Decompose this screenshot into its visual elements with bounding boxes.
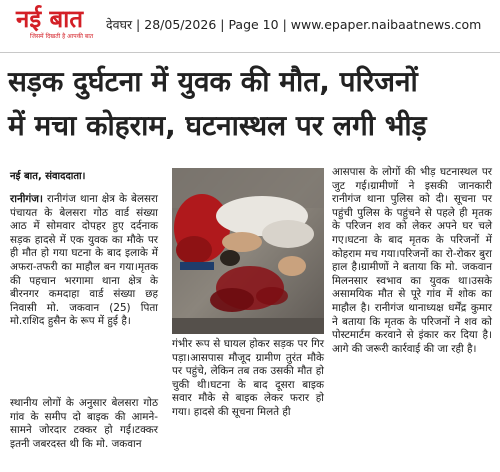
edition-meta: देवघर | 28/05/2026 | Page 10 | www.epaper.naibaatnews.com: [106, 17, 482, 32]
headline-line-1: सड़क दुर्घटना में युवक की मौत, परिजनों: [8, 65, 418, 98]
logo-text: नई बात: [16, 5, 84, 33]
page-header: [0, 0, 500, 52]
header-divider: [0, 52, 500, 53]
article-byline: नई बात, संवाददाता।: [10, 171, 86, 182]
column-1-text: रानीगंज थाना क्षेत्र के बेलसरा पंचायत के बेलसरा गोठ वार्ड संख्या आठ में सोमवार दोपहर हुए दर्दनाक सड़क हादसे में एक युवक का मौके पर ही मौत हो गया घटना के बाद इलाके में अफरा-तफरी का माहौल बन गया।मृतक की पहचान भरगामा थाना क्षेत्र के बीरनगर कमदाहा वार्ड संख्या छह निवासी मो. जकवान (25) पिता मो.राशिद हुसैन के रूप में हुई है।: [10, 193, 158, 328]
newspaper-logo[interactable]: [16, 6, 96, 46]
article-column-1-continued: स्थानीय लोगों के अनुसार बेलसरा गोठ गांव के समीप दो बाइक की आमने-सामने जोरदार टक्कर हो गई।टक्कर इतनी जबरदस्त थी कि मो. जकवान: [10, 397, 158, 450]
article-headline: [8, 60, 496, 148]
accident-photo-image: [172, 168, 324, 334]
headline-line-2: में मचा कोहराम, घटनास्थल पर लगी भीड़: [8, 109, 427, 142]
accident-photo: [172, 168, 324, 334]
logo-tagline: जिसमें दिखती है आपकी बात: [30, 33, 94, 40]
photo-adjacent-text: गंभीर रूप से घायल होकर सड़क पर गिर पड़ा।आसपास मौजूद ग्रामीण तुरंत मौके पर पहुंचे, लेकिन तब तक उसकी मौत हो चुकी थी।घटना के बाद दूसरा बाइक सवार मौके से बाइक लेकर फरार हो गया। हादसे की सूचना मिलते ही: [172, 338, 324, 418]
article-column-1: [10, 193, 158, 329]
article-column-3: आसपास के लोगों की भीड़ घटनास्थल पर जुट गई।ग्रामीणों ने इसकी जानकारी रानीगंज थाना पुलिस को दी। सूचना पर पहुंची पुलिस के पहुंचने से पहले ही मृतक के परिजन शव को लेकर अपने घर चले गए।घटना के बाद मृतक के परिजनों में कोहराम मच गया।परिजनों का रो-रोकर बुरा हाल है।ग्रामीणों ने बताया कि मो. जकवान मिलनसार स्वभाव का युवक था।उसके असामयिक मौत से पूरे गांव में शोक का माहौल है। रानीगंज थानाध्यक्ष धर्मेंद्र कुमार ने बताया कि मृतक के परिजनों ने शव को पोस्टमार्टम करवाने से इंकार कर दिया है। आगे की जरूरी कार्रवाई की जा रही है।: [332, 166, 492, 355]
dateline: रानीगंज।: [10, 193, 43, 205]
